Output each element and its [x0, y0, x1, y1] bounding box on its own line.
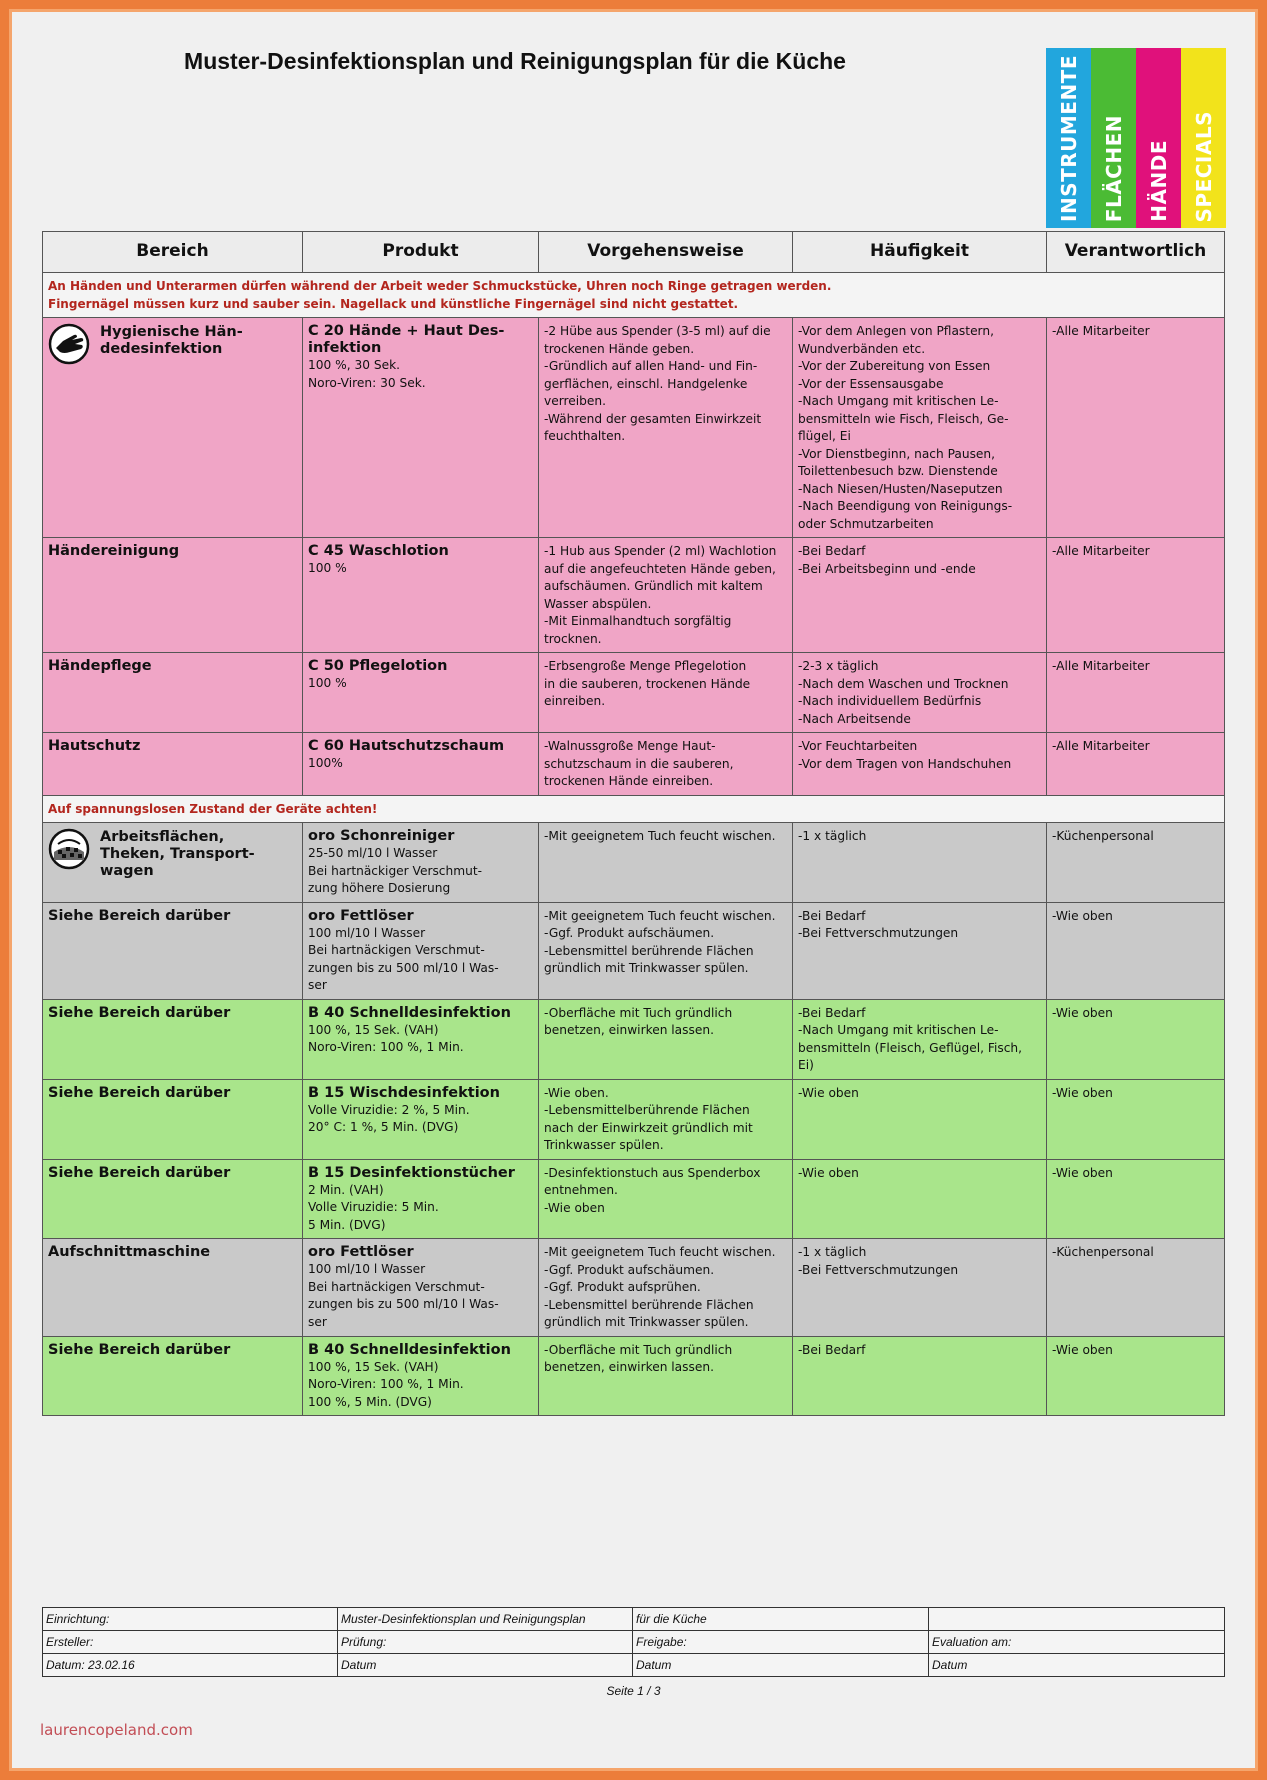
- product-details: 25-50 ml/10 l Wasser Bei hartnäckiger Verschmut- zung höhere Dosierung: [308, 846, 483, 895]
- procedure-text: -Oberfläche mit Tuch gründlich benetzen, einwirken lassen.: [544, 1005, 733, 1037]
- cell-vorgehensweise: [539, 1239, 793, 1337]
- table-row: [43, 1159, 1225, 1239]
- table-header-row: [43, 232, 1225, 273]
- product-name: C 60 Hautschutzschaum: [308, 738, 505, 754]
- cell-vorgehensweise: [539, 538, 793, 653]
- cell-produkt: [303, 733, 539, 796]
- table-row: [43, 1079, 1225, 1159]
- note-devices-text: Auf spannungslosen Zustand der Geräte achten!: [48, 801, 378, 816]
- cell-haeufigkeit: [793, 318, 1047, 538]
- cell-bereich: [43, 1336, 303, 1416]
- cell-bereich: [43, 1079, 303, 1159]
- cell-produkt: [303, 653, 539, 733]
- cell-haeufigkeit: [793, 1239, 1047, 1337]
- cell-haeufigkeit: [793, 653, 1047, 733]
- logo-strip-haende: HÄNDE: [1136, 48, 1181, 228]
- table-row: [43, 538, 1225, 653]
- table-row: [43, 733, 1225, 796]
- table-row: [43, 1239, 1225, 1337]
- product-name: C 20 Hände + Haut Des- infektion: [308, 323, 505, 356]
- footer-cell: Muster-Desinfektionsplan und Reinigungsplan: [338, 1608, 633, 1631]
- frequency-text: -Bei Bedarf: [798, 1342, 866, 1357]
- product-name: oro Schonreiniger: [308, 828, 455, 844]
- cell-haeufigkeit: [793, 1159, 1047, 1239]
- footer-cell: Ersteller:: [43, 1631, 338, 1654]
- procedure-text: -1 Hub aus Spender (2 ml) Wachlotion auf die angefeuchteten Hände geben, aufschäumen. Gründlich mit kaltem Wasser abspülen. -Mit Einmalhandtuch sorgfältig trocknen.: [544, 544, 777, 646]
- product-details: 100 %: [308, 561, 347, 575]
- area-label: Siehe Bereich darüber: [48, 1084, 231, 1101]
- responsible-text: -Alle Mitarbeiter: [1052, 659, 1150, 673]
- cell-haeufigkeit: [793, 733, 1047, 796]
- cell-vorgehensweise: [539, 1079, 793, 1159]
- cell-produkt: [303, 999, 539, 1079]
- product-details: 100 %, 30 Sek. Noro-Viren: 30 Sek.: [308, 358, 426, 390]
- responsible-text: -Wie oben: [1052, 1005, 1113, 1020]
- footer-cell: Evaluation am:: [929, 1631, 1225, 1654]
- product-name: B 40 Schnelldesinfektion: [308, 1341, 511, 1358]
- responsible-text: -Alle Mitarbeiter: [1052, 324, 1150, 338]
- cell-verantwortlich: [1047, 999, 1225, 1079]
- frequency-text: -2-3 x täglich -Nach dem Waschen und Trocknen -Nach individuellem Bedürfnis -Nach Arbeitsende: [798, 659, 1009, 726]
- footer-cell: Einrichtung:: [43, 1608, 338, 1631]
- product-details: Volle Viruzidie: 2 %, 5 Min. 20° C: 1 %, 5 Min. (DVG): [308, 1102, 470, 1134]
- cell-haeufigkeit: [793, 1079, 1047, 1159]
- product-details: 100 %, 15 Sek. (VAH) Noro-Viren: 100 %, 1 Min.: [308, 1022, 464, 1054]
- cell-bereich: [43, 902, 303, 999]
- procedure-text: -Mit geeignetem Tuch feucht wischen.: [544, 829, 776, 843]
- responsible-text: -Wie oben: [1052, 908, 1113, 923]
- cell-verantwortlich: [1047, 1159, 1225, 1239]
- product-details: 100 %: [308, 676, 347, 690]
- page-title: Muster-Desinfektionsplan und Reinigungsplan für die Küche: [184, 48, 846, 74]
- procedure-text: -2 Hübe aus Spender (3-5 ml) auf die trockenen Hände geben. -Gründlich auf allen Hand- und Fin- gerflächen, einschl. Handgelenke verreiben. -Während der gesamten Einwirkzeit feuchthalten.: [544, 324, 771, 443]
- cell-haeufigkeit: [793, 902, 1047, 999]
- table-row: [43, 902, 1225, 999]
- product-name: oro Fettlöser: [308, 907, 414, 924]
- responsible-text: -Alle Mitarbeiter: [1052, 544, 1150, 558]
- cell-haeufigkeit: [793, 1336, 1047, 1416]
- responsible-text: -Wie oben: [1052, 1342, 1113, 1357]
- area-label: Siehe Bereich darüber: [48, 1164, 231, 1181]
- area-label: Arbeitsflächen, Theken, Transport- wagen: [100, 829, 255, 879]
- area-label: Siehe Bereich darüber: [48, 1341, 231, 1358]
- frequency-text: -Vor Feuchtarbeiten -Vor dem Tragen von Handschuhen: [798, 739, 1012, 771]
- cell-verantwortlich: [1047, 733, 1225, 796]
- product-name: B 15 Desinfektionstücher: [308, 1164, 515, 1181]
- responsible-text: -Küchenpersonal: [1052, 829, 1154, 843]
- logo-strip-specials: SPECIALS: [1181, 48, 1226, 228]
- area-label: Händereinigung: [48, 543, 180, 559]
- watermark: laurencopeland.com: [40, 1721, 193, 1739]
- procedure-text: -Walnussgroße Menge Haut- schutzschaum in die sauberen, trockenen Hände einreiben.: [544, 739, 734, 788]
- responsible-text: -Alle Mitarbeiter: [1052, 739, 1150, 753]
- header-bereich: Bereich: [43, 232, 303, 273]
- cell-haeufigkeit: [793, 999, 1047, 1079]
- table-row: [43, 1336, 1225, 1416]
- product-name: B 40 Schnelldesinfektion: [308, 1004, 511, 1021]
- area-label: Hautschutz: [48, 738, 141, 754]
- cell-verantwortlich: [1047, 823, 1225, 903]
- procedure-text: -Desinfektionstuch aus Spenderbox entnehmen. -Wie oben: [544, 1165, 761, 1215]
- cell-vorgehensweise: [539, 653, 793, 733]
- cell-verantwortlich: [1047, 538, 1225, 653]
- frequency-text: -Bei Bedarf -Bei Fettverschmutzungen: [798, 908, 959, 940]
- cell-bereich: [43, 823, 303, 903]
- frequency-text: -Wie oben: [798, 1085, 859, 1100]
- procedure-text: -Mit geeignetem Tuch feucht wischen. -Ggf. Produkt aufschäumen. -Ggf. Produkt aufsprühen. -Lebensmittel berührende Flächen gründlich mit Trinkwasser spülen.: [544, 1245, 776, 1329]
- cell-produkt: [303, 318, 539, 538]
- cell-vorgehensweise: [539, 902, 793, 999]
- product-name: oro Fettlöser: [308, 1244, 414, 1260]
- procedure-text: -Oberfläche mit Tuch gründlich benetzen, einwirken lassen.: [544, 1342, 733, 1374]
- footer-cell: Datum: 23.02.16: [43, 1654, 338, 1677]
- hand-icon: [48, 323, 90, 365]
- product-details: 100%: [308, 756, 343, 770]
- cell-bereich: [43, 318, 303, 538]
- product-name: C 50 Pflegelotion: [308, 658, 448, 674]
- footer-cell: Datum: [338, 1654, 633, 1677]
- area-label: Aufschnittmaschine: [48, 1244, 211, 1260]
- product-details: 100 ml/10 l Wasser Bei hartnäckigen Verschmut- zungen bis zu 500 ml/10 l Was- ser: [308, 925, 499, 992]
- footer-row: [43, 1631, 1225, 1654]
- area-label: Hygienische Hän- dedesinfektion: [100, 324, 243, 357]
- cell-bereich: [43, 1239, 303, 1337]
- cell-haeufigkeit: [793, 538, 1047, 653]
- footer-cell: Prüfung:: [338, 1631, 633, 1654]
- cell-bereich: [43, 733, 303, 796]
- cell-bereich: [43, 653, 303, 733]
- responsible-text: -Wie oben: [1052, 1085, 1113, 1100]
- footer-cell: Freigabe:: [633, 1631, 929, 1654]
- responsible-text: -Küchenpersonal: [1052, 1245, 1154, 1259]
- cell-verantwortlich: [1047, 902, 1225, 999]
- table-row: [43, 318, 1225, 538]
- cell-verantwortlich: [1047, 1336, 1225, 1416]
- product-details: 100 ml/10 l Wasser Bei hartnäckigen Verschmut- zungen bis zu 500 ml/10 l Was- ser: [308, 1262, 499, 1329]
- footer-cell: Datum: [929, 1654, 1225, 1677]
- cell-vorgehensweise: [539, 733, 793, 796]
- product-name: B 15 Wischdesinfektion: [308, 1084, 500, 1101]
- frequency-text: -Bei Bedarf -Bei Arbeitsbeginn und -ende: [798, 544, 976, 576]
- cell-bereich: [43, 1159, 303, 1239]
- note-row-devices: [43, 795, 1225, 823]
- frequency-text: -Wie oben: [798, 1165, 859, 1180]
- cell-haeufigkeit: [793, 823, 1047, 903]
- table-row: [43, 653, 1225, 733]
- header-vorgehensweise: Vorgehensweise: [539, 232, 793, 273]
- area-label: Siehe Bereich darüber: [48, 907, 231, 924]
- frequency-text: -1 x täglich: [798, 829, 867, 843]
- header-haeufigkeit: Häufigkeit: [793, 232, 1047, 273]
- frequency-text: -1 x täglich -Bei Fettverschmutzungen: [798, 1245, 959, 1277]
- footer-cell: für die Küche: [633, 1608, 929, 1631]
- note-row-hands: [43, 273, 1225, 318]
- footer-cell: Datum: [633, 1654, 929, 1677]
- cell-produkt: [303, 1239, 539, 1337]
- cell-vorgehensweise: [539, 1336, 793, 1416]
- cell-vorgehensweise: [539, 318, 793, 538]
- cell-verantwortlich: [1047, 653, 1225, 733]
- procedure-text: -Mit geeignetem Tuch feucht wischen. -Ggf. Produkt aufschäumen. -Lebensmittel berührende Flächen gründlich mit Trinkwasser spülen.: [544, 908, 776, 975]
- cell-produkt: [303, 538, 539, 653]
- footer-cell: [929, 1608, 1225, 1631]
- logo-strip-instrumente: INSTRUMENTE: [1046, 48, 1091, 228]
- procedure-text: -Wie oben. -Lebensmittelberührende Flächen nach der Einwirkzeit gründlich mit Trinkwasser spülen.: [544, 1085, 753, 1152]
- cell-bereich: [43, 538, 303, 653]
- header-verantwortlich: Verantwortlich: [1047, 232, 1225, 273]
- footer-row: [43, 1654, 1225, 1677]
- cell-vorgehensweise: [539, 999, 793, 1079]
- cell-produkt: [303, 902, 539, 999]
- note-hands-text: An Händen und Unterarmen dürfen während der Arbeit weder Schmuckstücke, Uhren noch Ringe getragen werden. Fingernägel müssen kurz und sauber sein. Nagellack und künstliche Fingernägel sind nicht gestattet.: [48, 279, 832, 311]
- product-details: 2 Min. (VAH) Volle Viruzidie: 5 Min. 5 Min. (DVG): [308, 1182, 439, 1232]
- cell-produkt: [303, 1336, 539, 1416]
- cell-vorgehensweise: [539, 1159, 793, 1239]
- footer-row: [43, 1608, 1225, 1631]
- frequency-text: -Vor dem Anlegen von Pflastern, Wundverbänden etc. -Vor der Zubereitung von Essen -Vor der Essensausgabe -Nach Umgang mit kritischen Le- bensmitteln wie Fisch, Fleisch, Ge- flügel, Ei -Vor Dienstbeginn, nach Pausen, Toilettenbesuch bzw. Dienstende -Nach Niesen/Husten/Naseputzen -Nach Beendigung von Reinigungs- oder Schmutzarbeiten: [798, 324, 1013, 531]
- cell-bereich: [43, 999, 303, 1079]
- cell-produkt: [303, 823, 539, 903]
- surface-icon: [48, 828, 90, 870]
- area-label: Händepflege: [48, 658, 152, 674]
- cell-verantwortlich: [1047, 318, 1225, 538]
- cell-verantwortlich: [1047, 1079, 1225, 1159]
- page-number: Seite 1 / 3: [606, 1684, 661, 1698]
- header-produkt: Produkt: [303, 232, 539, 273]
- procedure-text: -Erbsengroße Menge Pflegelotion in die sauberen, trockenen Hände einreiben.: [544, 659, 751, 708]
- product-name: C 45 Waschlotion: [308, 543, 449, 559]
- cell-produkt: [303, 1079, 539, 1159]
- table-row: [43, 999, 1225, 1079]
- cell-vorgehensweise: [539, 823, 793, 903]
- responsible-text: -Wie oben: [1052, 1165, 1113, 1180]
- brand-logo: [1046, 48, 1226, 228]
- cell-verantwortlich: [1047, 1239, 1225, 1337]
- logo-strip-flaechen: FLÄCHEN: [1091, 48, 1136, 228]
- area-label: Siehe Bereich darüber: [48, 1004, 231, 1021]
- hygiene-plan-table: [42, 231, 1225, 1416]
- table-row: [43, 823, 1225, 903]
- document-footer-table: [42, 1607, 1225, 1677]
- product-details: 100 %, 15 Sek. (VAH) Noro-Viren: 100 %, 1 Min. 100 %, 5 Min. (DVG): [308, 1359, 464, 1409]
- frequency-text: -Bei Bedarf -Nach Umgang mit kritischen Le- bensmitteln (Fleisch, Geflügel, Fisch, Ei): [798, 1005, 1023, 1072]
- cell-produkt: [303, 1159, 539, 1239]
